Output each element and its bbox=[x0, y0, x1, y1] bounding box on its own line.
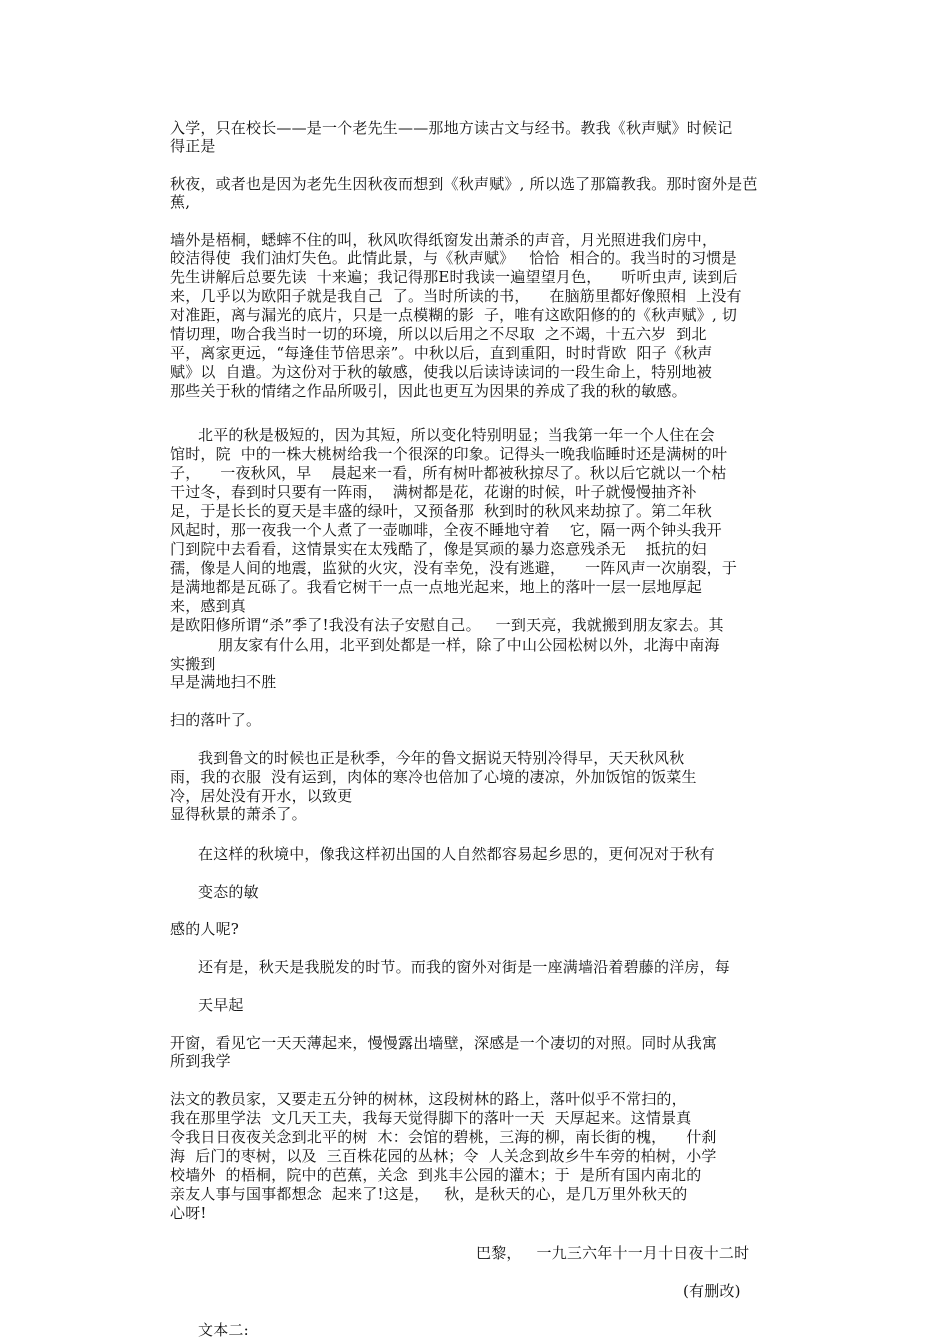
text-line-32: 显得秋景的萧杀了。 bbox=[170, 805, 307, 823]
text-line-37: 天早起 bbox=[198, 996, 244, 1014]
text-line-14: 北平的秋是极短的，因为其短，所以变化特别明显；当我第一年一个人住在会 bbox=[198, 426, 715, 444]
text-line-5: 墙外是梧桐，蟋蟀不住的叫，秋风吹得纸窗发出萧杀的声音，月光照进我们房中， bbox=[170, 231, 718, 249]
text-line-33: 在这样的秋境中，像我这样初出国的人自然都容易起乡思的，更何况对于秋有 bbox=[198, 845, 715, 863]
text-line-27: 早是满地扫不胜 bbox=[170, 673, 277, 691]
text-line-35: 感的人呢? bbox=[170, 920, 240, 938]
text-line-6: 皎洁得使 我们油灯失色。此情此景，与《秋声赋》 恰恰 相合的。我当时的习惯是 bbox=[170, 249, 737, 267]
text-line-15: 馆时，院 中的一株大桃树给我一个很深的印象。记得头一晚我临睡时还是满树的叶 bbox=[170, 445, 728, 463]
text-line-19: 风起时，那一夜我一个人煮了一壶咖啡，全夜不睡地守着 它，隔一两个钟头我开 bbox=[170, 521, 722, 539]
text-line-8: 来，几乎以为欧阳子就是我自己 了。当时所读的书， 在脑筋里都好像照相 上没有 bbox=[170, 287, 742, 305]
text-line-29: 我到鲁文的时候也正是秋季，今年的鲁文据说天特别冷得早，天天秋风秋 bbox=[198, 749, 685, 767]
text-line-23: 来，感到真 bbox=[170, 597, 247, 615]
text-line-21: 孺，像是人间的地震，监狱的火灾，没有幸免，没有逃避， 一阵风声一次崩裂，于 bbox=[170, 559, 738, 577]
text-line-13: 那些关于秋的情绪之作品所吸引，因此也更互为因果的养成了我的秋的敏感。 bbox=[170, 382, 687, 400]
text-line-18: 足，于是长长的夏天是丰盛的绿叶，又预备那 秋到时的秋风来劫掠了。第二年秋 bbox=[170, 502, 712, 520]
text-line-46: 心呀! bbox=[170, 1204, 207, 1222]
text-line-31: 冷，居处没有开水，以致更 bbox=[170, 787, 353, 805]
text-line-17: 干过冬，春到时只要有一阵雨， 满树都是花，花谢的时候，叶子就慢慢抽齐补 bbox=[170, 483, 697, 501]
text-line-26: 实搬到 bbox=[170, 655, 216, 673]
text-line-3: 秋夜，或者也是因为老先生因秋夜而想到《秋声赋》, 所以选了那篇教我。那时窗外是芭 bbox=[170, 175, 758, 193]
text-line-1: 入学，只在校长——是一个老先生——那地方读古文与经书。教我《秋声赋》时候记 bbox=[170, 119, 733, 137]
text-line-16: 子， 一夜秋风，早 晨起来一看，所有树叶都被秋掠尽了。秋以后它就以一个枯 bbox=[170, 464, 727, 482]
text-line-44: 校墙外 的梧桐，院中的芭蕉，关念 到兆丰公园的灌木；于 是所有国内南北的 bbox=[170, 1166, 702, 1184]
text-line-24: 是欧阳修所谓“杀”季了!我没有法子安慰自己。 一到天亮，我就搬到朋友家去。其 bbox=[170, 616, 724, 634]
text-line-39: 所到我学 bbox=[170, 1052, 231, 1070]
section-heading-text2: 文本二: bbox=[198, 1321, 249, 1339]
text-line-38: 开窗，看见它一天天薄起来，慢慢露出墙壁，深感是一个凄切的对照。同时从我寓 bbox=[170, 1034, 718, 1052]
text-line-4: 蕉, bbox=[170, 193, 191, 211]
edit-note: (有删改) bbox=[683, 1282, 741, 1300]
text-line-41: 我在那里学法 文几天工夫，我每天觉得脚下的落叶一天 天厚起来。这情景真 bbox=[170, 1109, 692, 1127]
text-line-25: 朋友家有什么用，北平到处都是一样，除了中山公园松树以外，北海中南海 bbox=[218, 636, 720, 654]
text-line-40: 法文的教员家，又要走五分钟的树林，这段树林的路上，落叶似乎不常扫的， bbox=[170, 1090, 687, 1108]
text-line-34: 变态的敏 bbox=[198, 883, 259, 901]
text-line-10: 情切理，吻合我当时一切的环境，所以以后用之不尽取 之不竭，十五六岁 到北 bbox=[170, 325, 707, 343]
text-line-43: 海 后门的枣树，以及 三百株花园的丛林；令 人关念到故乡牛车旁的柏树，小学 bbox=[170, 1147, 717, 1165]
text-line-36: 还有是，秋天是我脱发的时节。而我的窗外对街是一座满墙沿着碧藤的洋房，每 bbox=[198, 958, 731, 976]
text-line-45: 亲友人事与国事都想念 起来了!这是， 秋，是秋天的心，是几万里外秋天的 bbox=[170, 1185, 688, 1203]
text-line-2: 得正是 bbox=[170, 137, 216, 155]
text-line-7: 先生讲解后总要先读 十来遍；我记得那E时我读一遍望望月色， 听听虫声, 读到后 bbox=[170, 268, 738, 286]
text-line-20: 门到院中去看看，这情景实在太残酷了，像是冥顽的暴力恣意残杀无 抵抗的妇 bbox=[170, 540, 707, 558]
text-line-42: 令我日日夜夜关念到北平的树 木：会馆的碧桃，三海的柳，南长街的槐， 什刹 bbox=[170, 1128, 717, 1146]
text-line-11: 平，离家更远，“每逢佳节倍思亲”。中秋以后，直到重阳，时时背欧 阳子《秋声 bbox=[170, 344, 713, 362]
date-signature: 巴黎， 一九三六年十一月十日夜十二时 bbox=[476, 1244, 750, 1262]
text-line-28: 扫的落叶了。 bbox=[170, 711, 262, 729]
text-line-22: 是满地都是瓦砾了。我看它树干一点一点地光起来，地上的落叶一层一层地厚起 bbox=[170, 578, 703, 596]
text-line-30: 雨，我的衣服 没有运到，肉体的寒冷也倍加了心境的凄凉，外加饭馆的饭菜生 bbox=[170, 768, 697, 786]
text-line-9: 对准距，离与漏光的底片，只是一点模糊的影 子，唯有这欧阳修的的《秋声赋》, 切 bbox=[170, 306, 738, 324]
text-line-12: 赋》以 自遣。为这份对于秋的敏感，使我以后读诗读词的一段生命上，特别地被 bbox=[170, 363, 712, 381]
